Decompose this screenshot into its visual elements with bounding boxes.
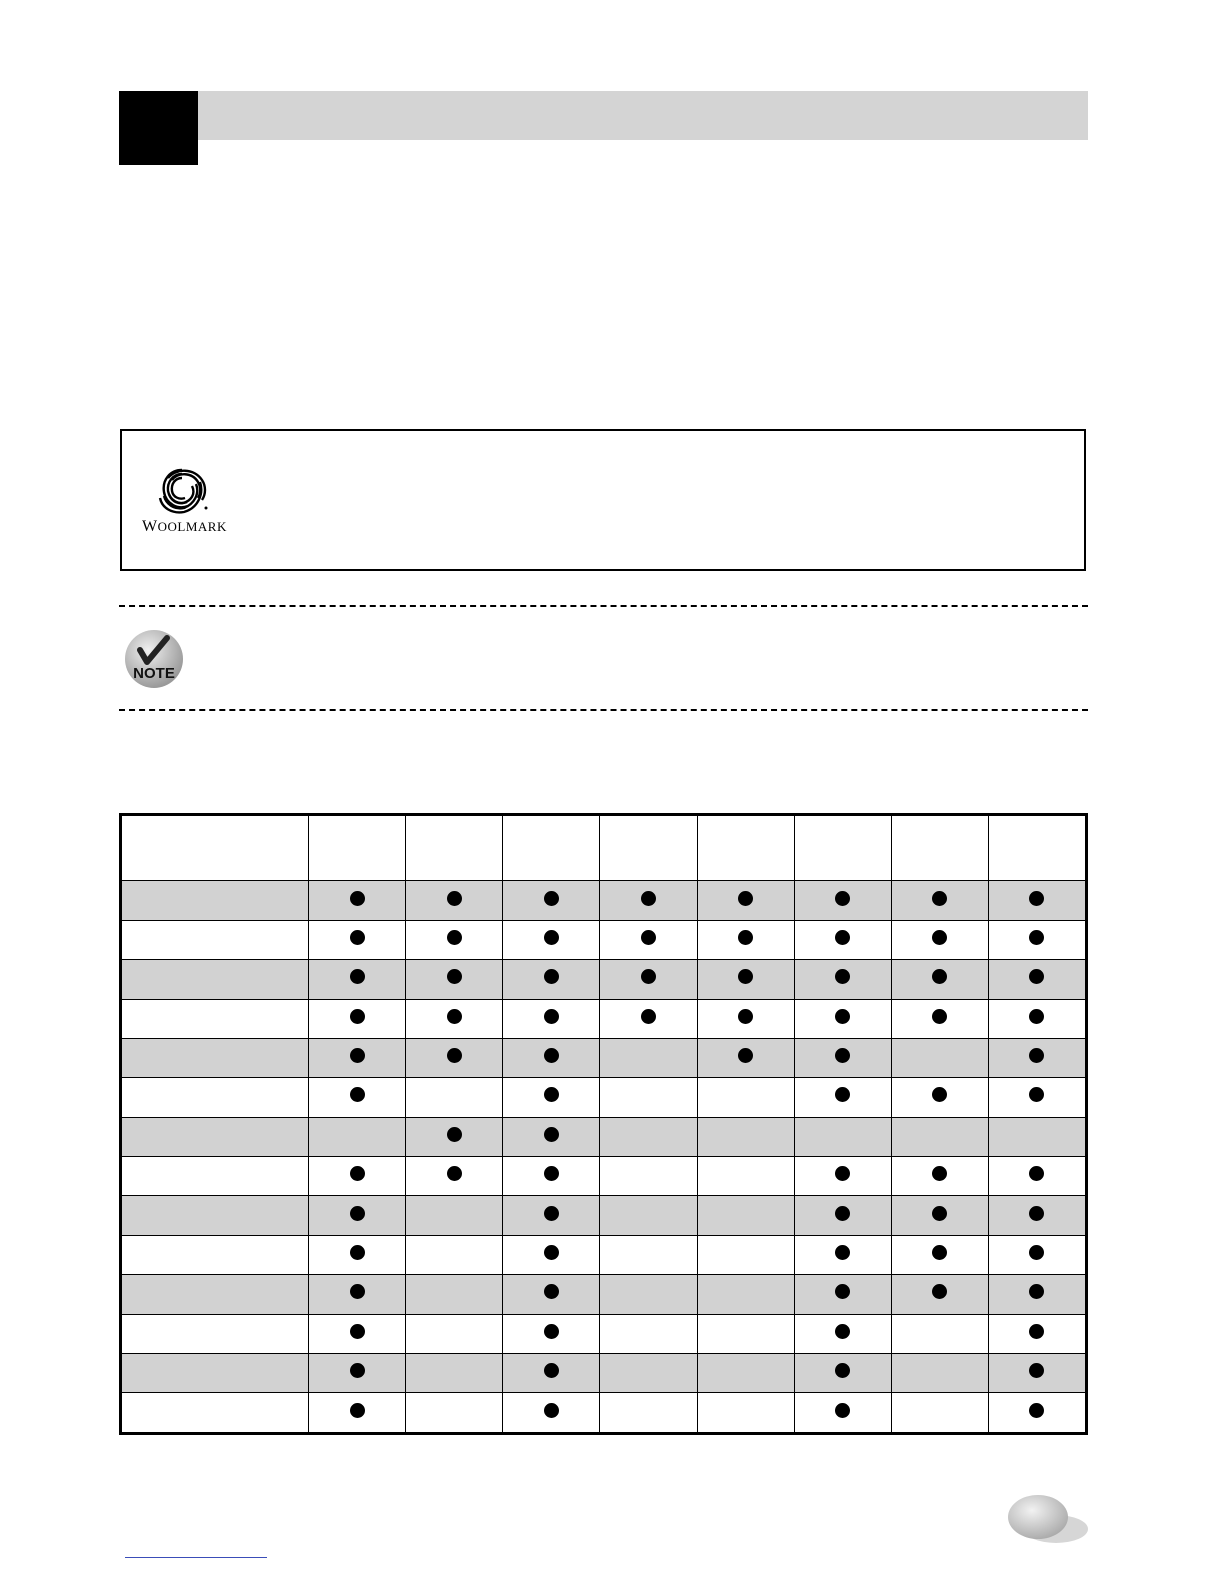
compatible-dot-icon xyxy=(350,1284,365,1299)
compatible-dot-icon xyxy=(835,1284,850,1299)
table-cell xyxy=(309,1393,406,1433)
table-cell xyxy=(891,1038,988,1077)
table-cell xyxy=(309,1157,406,1196)
compatible-dot-icon xyxy=(932,1009,947,1024)
table-cell xyxy=(309,1196,406,1235)
compatible-dot-icon xyxy=(835,1363,850,1378)
table-cell xyxy=(697,920,794,959)
table-cell xyxy=(503,1393,600,1433)
compatible-dot-icon xyxy=(1029,1324,1044,1339)
table-cell xyxy=(503,1235,600,1274)
compatible-dot-icon xyxy=(350,1403,365,1418)
row-label-cell xyxy=(122,1235,309,1274)
compatible-dot-icon xyxy=(835,969,850,984)
compatible-dot-icon xyxy=(447,1127,462,1142)
compatible-dot-icon xyxy=(447,930,462,945)
table-cell xyxy=(309,1117,406,1156)
compatible-dot-icon xyxy=(932,1166,947,1181)
table-cell xyxy=(794,1235,891,1274)
compatible-dot-icon xyxy=(641,1009,656,1024)
table-cell xyxy=(406,1275,503,1314)
table-cell xyxy=(697,1275,794,1314)
table-cell xyxy=(891,1314,988,1353)
table-row xyxy=(122,1354,1086,1393)
table-cell xyxy=(988,1078,1085,1117)
table-row xyxy=(122,920,1086,959)
table-row xyxy=(122,1393,1086,1433)
compatible-dot-icon xyxy=(835,1245,850,1260)
table-cell xyxy=(406,1038,503,1077)
table-cell xyxy=(794,1393,891,1433)
table-cell xyxy=(891,1078,988,1117)
row-label-cell xyxy=(122,881,309,920)
woolmark-logo xyxy=(138,466,228,536)
table-cell xyxy=(697,1354,794,1393)
table-cell xyxy=(309,960,406,999)
table-cell xyxy=(697,1078,794,1117)
table-cell xyxy=(406,1157,503,1196)
table-row xyxy=(122,960,1086,999)
table-cell xyxy=(697,1117,794,1156)
table-cell xyxy=(600,920,697,959)
table-cell xyxy=(697,1157,794,1196)
table-cell xyxy=(891,999,988,1038)
table-row xyxy=(122,1196,1086,1235)
compatible-dot-icon xyxy=(1029,1284,1044,1299)
compatible-dot-icon xyxy=(1029,1363,1044,1378)
compatible-dot-icon xyxy=(1029,1206,1044,1221)
footer-link-underline[interactable] xyxy=(125,1557,267,1558)
row-label-cell xyxy=(122,1314,309,1353)
row-label-cell xyxy=(122,1275,309,1314)
header-cell xyxy=(503,816,600,881)
compatible-dot-icon xyxy=(350,1324,365,1339)
table-cell xyxy=(794,1196,891,1235)
table-cell xyxy=(697,881,794,920)
row-label-cell xyxy=(122,1393,309,1433)
table-cell xyxy=(503,1117,600,1156)
table-cell xyxy=(600,1157,697,1196)
compatible-dot-icon xyxy=(350,1087,365,1102)
table-cell xyxy=(406,1354,503,1393)
compatible-dot-icon xyxy=(1029,969,1044,984)
table-cell xyxy=(794,960,891,999)
compatible-dot-icon xyxy=(641,930,656,945)
table-cell xyxy=(988,1196,1085,1235)
compatible-dot-icon xyxy=(1029,891,1044,906)
section-title-bar xyxy=(198,91,1088,140)
table-cell xyxy=(891,1393,988,1433)
table-cell xyxy=(697,1393,794,1433)
table-cell xyxy=(503,1157,600,1196)
section-marker-block xyxy=(119,91,198,165)
row-label-cell xyxy=(122,1157,309,1196)
compatible-dot-icon xyxy=(350,1166,365,1181)
table-cell xyxy=(406,1235,503,1274)
compatible-dot-icon xyxy=(1029,1245,1044,1260)
table-cell xyxy=(309,920,406,959)
compatible-dot-icon xyxy=(350,1245,365,1260)
row-label-cell xyxy=(122,1196,309,1235)
table-cell xyxy=(503,1038,600,1077)
table-row xyxy=(122,1235,1086,1274)
table-row xyxy=(122,1314,1086,1353)
table-cell xyxy=(600,881,697,920)
compatible-dot-icon xyxy=(835,930,850,945)
table-cell xyxy=(891,920,988,959)
compatible-dot-icon xyxy=(544,1245,559,1260)
table-cell xyxy=(406,1393,503,1433)
table-cell xyxy=(600,960,697,999)
compatible-dot-icon xyxy=(447,1166,462,1181)
table-cell xyxy=(406,920,503,959)
table-header-row xyxy=(122,816,1086,881)
compatible-dot-icon xyxy=(350,891,365,906)
table-cell xyxy=(988,920,1085,959)
woolmark-icon xyxy=(154,466,210,516)
table-cell xyxy=(503,1078,600,1117)
header-cell xyxy=(122,816,309,881)
header-cell xyxy=(406,816,503,881)
compatible-dot-icon xyxy=(641,891,656,906)
table-cell xyxy=(406,1078,503,1117)
compatible-dot-icon xyxy=(544,1009,559,1024)
compatible-dot-icon xyxy=(932,1284,947,1299)
compatible-dot-icon xyxy=(835,891,850,906)
table-cell xyxy=(600,1078,697,1117)
table-cell xyxy=(697,960,794,999)
compatible-dot-icon xyxy=(350,1048,365,1063)
row-label-cell xyxy=(122,920,309,959)
compatible-dot-icon xyxy=(544,969,559,984)
compatible-dot-icon xyxy=(932,1245,947,1260)
compatible-dot-icon xyxy=(350,1363,365,1378)
table-cell xyxy=(503,1275,600,1314)
note-check-icon xyxy=(123,628,185,690)
table-cell xyxy=(406,1314,503,1353)
table-cell xyxy=(503,1354,600,1393)
table-cell xyxy=(697,1196,794,1235)
header-cell xyxy=(988,816,1085,881)
header-cell xyxy=(697,816,794,881)
table-row xyxy=(122,1275,1086,1314)
table-cell xyxy=(891,1235,988,1274)
table-cell xyxy=(988,1038,1085,1077)
table-cell xyxy=(794,1314,891,1353)
table-cell xyxy=(309,1078,406,1117)
table-cell xyxy=(891,1117,988,1156)
table-row xyxy=(122,1038,1086,1077)
table-cell xyxy=(988,1354,1085,1393)
table-cell xyxy=(891,1157,988,1196)
table-cell xyxy=(988,881,1085,920)
table-row xyxy=(122,999,1086,1038)
table-cell xyxy=(988,1235,1085,1274)
table-cell xyxy=(309,1038,406,1077)
table-cell xyxy=(406,881,503,920)
table-cell xyxy=(891,1354,988,1393)
compatible-dot-icon xyxy=(544,1048,559,1063)
compatible-dot-icon xyxy=(544,930,559,945)
table-cell xyxy=(794,1038,891,1077)
table-cell xyxy=(406,1117,503,1156)
compatible-dot-icon xyxy=(544,1324,559,1339)
table-cell xyxy=(309,881,406,920)
compatible-dot-icon xyxy=(835,1009,850,1024)
table-cell xyxy=(600,999,697,1038)
table-cell xyxy=(697,1314,794,1353)
compatible-dot-icon xyxy=(544,1087,559,1102)
compatible-dot-icon xyxy=(350,1009,365,1024)
table-cell xyxy=(794,881,891,920)
compatible-dot-icon xyxy=(738,1009,753,1024)
table-cell xyxy=(406,999,503,1038)
compatible-dot-icon xyxy=(738,891,753,906)
table-cell xyxy=(309,1314,406,1353)
compatible-dot-icon xyxy=(932,891,947,906)
compatible-dot-icon xyxy=(350,930,365,945)
row-label-cell xyxy=(122,1354,309,1393)
table-cell xyxy=(891,881,988,920)
table-cell xyxy=(794,1117,891,1156)
woolmark-info-box xyxy=(120,429,1086,571)
table-cell xyxy=(794,1078,891,1117)
table-cell xyxy=(891,960,988,999)
table-cell xyxy=(600,1354,697,1393)
table-cell xyxy=(794,1157,891,1196)
table-row xyxy=(122,1157,1086,1196)
table-cell xyxy=(503,1314,600,1353)
table-cell xyxy=(891,1196,988,1235)
compatible-dot-icon xyxy=(447,1048,462,1063)
table-cell xyxy=(988,1275,1085,1314)
table-cell xyxy=(697,999,794,1038)
compatible-dot-icon xyxy=(1029,1403,1044,1418)
row-label-cell xyxy=(122,1078,309,1117)
table-cell xyxy=(309,999,406,1038)
compatible-dot-icon xyxy=(544,891,559,906)
table-cell xyxy=(600,1117,697,1156)
compatible-dot-icon xyxy=(1029,1087,1044,1102)
table-cell xyxy=(600,1038,697,1077)
compatible-dot-icon xyxy=(738,969,753,984)
compatible-dot-icon xyxy=(835,1206,850,1221)
row-label-cell xyxy=(122,1117,309,1156)
table-cell xyxy=(503,920,600,959)
compatible-dot-icon xyxy=(447,969,462,984)
compatible-dot-icon xyxy=(738,930,753,945)
header-cell xyxy=(309,816,406,881)
compatible-dot-icon xyxy=(932,1087,947,1102)
row-label-cell xyxy=(122,960,309,999)
table-cell xyxy=(988,1314,1085,1353)
compatible-dot-icon xyxy=(447,1009,462,1024)
table-cell xyxy=(503,999,600,1038)
compatible-dot-icon xyxy=(544,1403,559,1418)
table-cell xyxy=(600,1314,697,1353)
table-cell xyxy=(503,881,600,920)
woolmark-logo-text: WOOLMARK xyxy=(142,518,227,535)
row-label-cell xyxy=(122,1038,309,1077)
compatible-dot-icon xyxy=(835,1324,850,1339)
table-cell xyxy=(600,1275,697,1314)
table-cell xyxy=(988,1393,1085,1433)
header-cell xyxy=(891,816,988,881)
compatible-dot-icon xyxy=(544,1206,559,1221)
table-cell xyxy=(406,960,503,999)
table-cell xyxy=(406,1196,503,1235)
header-cell xyxy=(600,816,697,881)
table-row xyxy=(122,1117,1086,1156)
table-cell xyxy=(697,1235,794,1274)
table-cell xyxy=(794,1275,891,1314)
header-cell xyxy=(794,816,891,881)
table-row xyxy=(122,881,1086,920)
compatible-dot-icon xyxy=(1029,930,1044,945)
compatible-dot-icon xyxy=(1029,1166,1044,1181)
compatible-dot-icon xyxy=(835,1403,850,1418)
table-cell xyxy=(988,960,1085,999)
table-cell xyxy=(600,1196,697,1235)
compatible-dot-icon xyxy=(544,1363,559,1378)
table-cell xyxy=(697,1038,794,1077)
table-cell xyxy=(794,1354,891,1393)
compatible-dot-icon xyxy=(835,1166,850,1181)
note-label: NOTE xyxy=(133,665,175,682)
compatible-dot-icon xyxy=(544,1284,559,1299)
compatible-dot-icon xyxy=(447,891,462,906)
table-cell xyxy=(503,1196,600,1235)
compatible-dot-icon xyxy=(932,969,947,984)
compatible-dot-icon xyxy=(350,1206,365,1221)
note-divider-bottom xyxy=(119,709,1088,711)
table-cell xyxy=(309,1275,406,1314)
compatible-dot-icon xyxy=(544,1127,559,1142)
table-cell xyxy=(988,999,1085,1038)
compatible-dot-icon xyxy=(932,1206,947,1221)
table-cell xyxy=(600,1235,697,1274)
table-cell xyxy=(503,960,600,999)
table-row xyxy=(122,1078,1086,1117)
compatible-dot-icon xyxy=(835,1048,850,1063)
table-cell xyxy=(309,1235,406,1274)
compatible-dot-icon xyxy=(1029,1048,1044,1063)
compatibility-table xyxy=(119,813,1088,1435)
page-number-badge xyxy=(1004,1493,1090,1545)
table-cell xyxy=(988,1157,1085,1196)
table-cell xyxy=(309,1354,406,1393)
table-cell xyxy=(794,999,891,1038)
table-cell xyxy=(794,920,891,959)
compatible-dot-icon xyxy=(1029,1009,1044,1024)
compatible-dot-icon xyxy=(835,1087,850,1102)
row-label-cell xyxy=(122,999,309,1038)
compatible-dot-icon xyxy=(641,969,656,984)
compatible-dot-icon xyxy=(350,969,365,984)
table-cell xyxy=(891,1275,988,1314)
table-cell xyxy=(600,1393,697,1433)
compatible-dot-icon xyxy=(932,930,947,945)
table-cell xyxy=(988,1117,1085,1156)
note-divider-top xyxy=(119,605,1088,607)
compatible-dot-icon xyxy=(738,1048,753,1063)
compatible-dot-icon xyxy=(544,1166,559,1181)
